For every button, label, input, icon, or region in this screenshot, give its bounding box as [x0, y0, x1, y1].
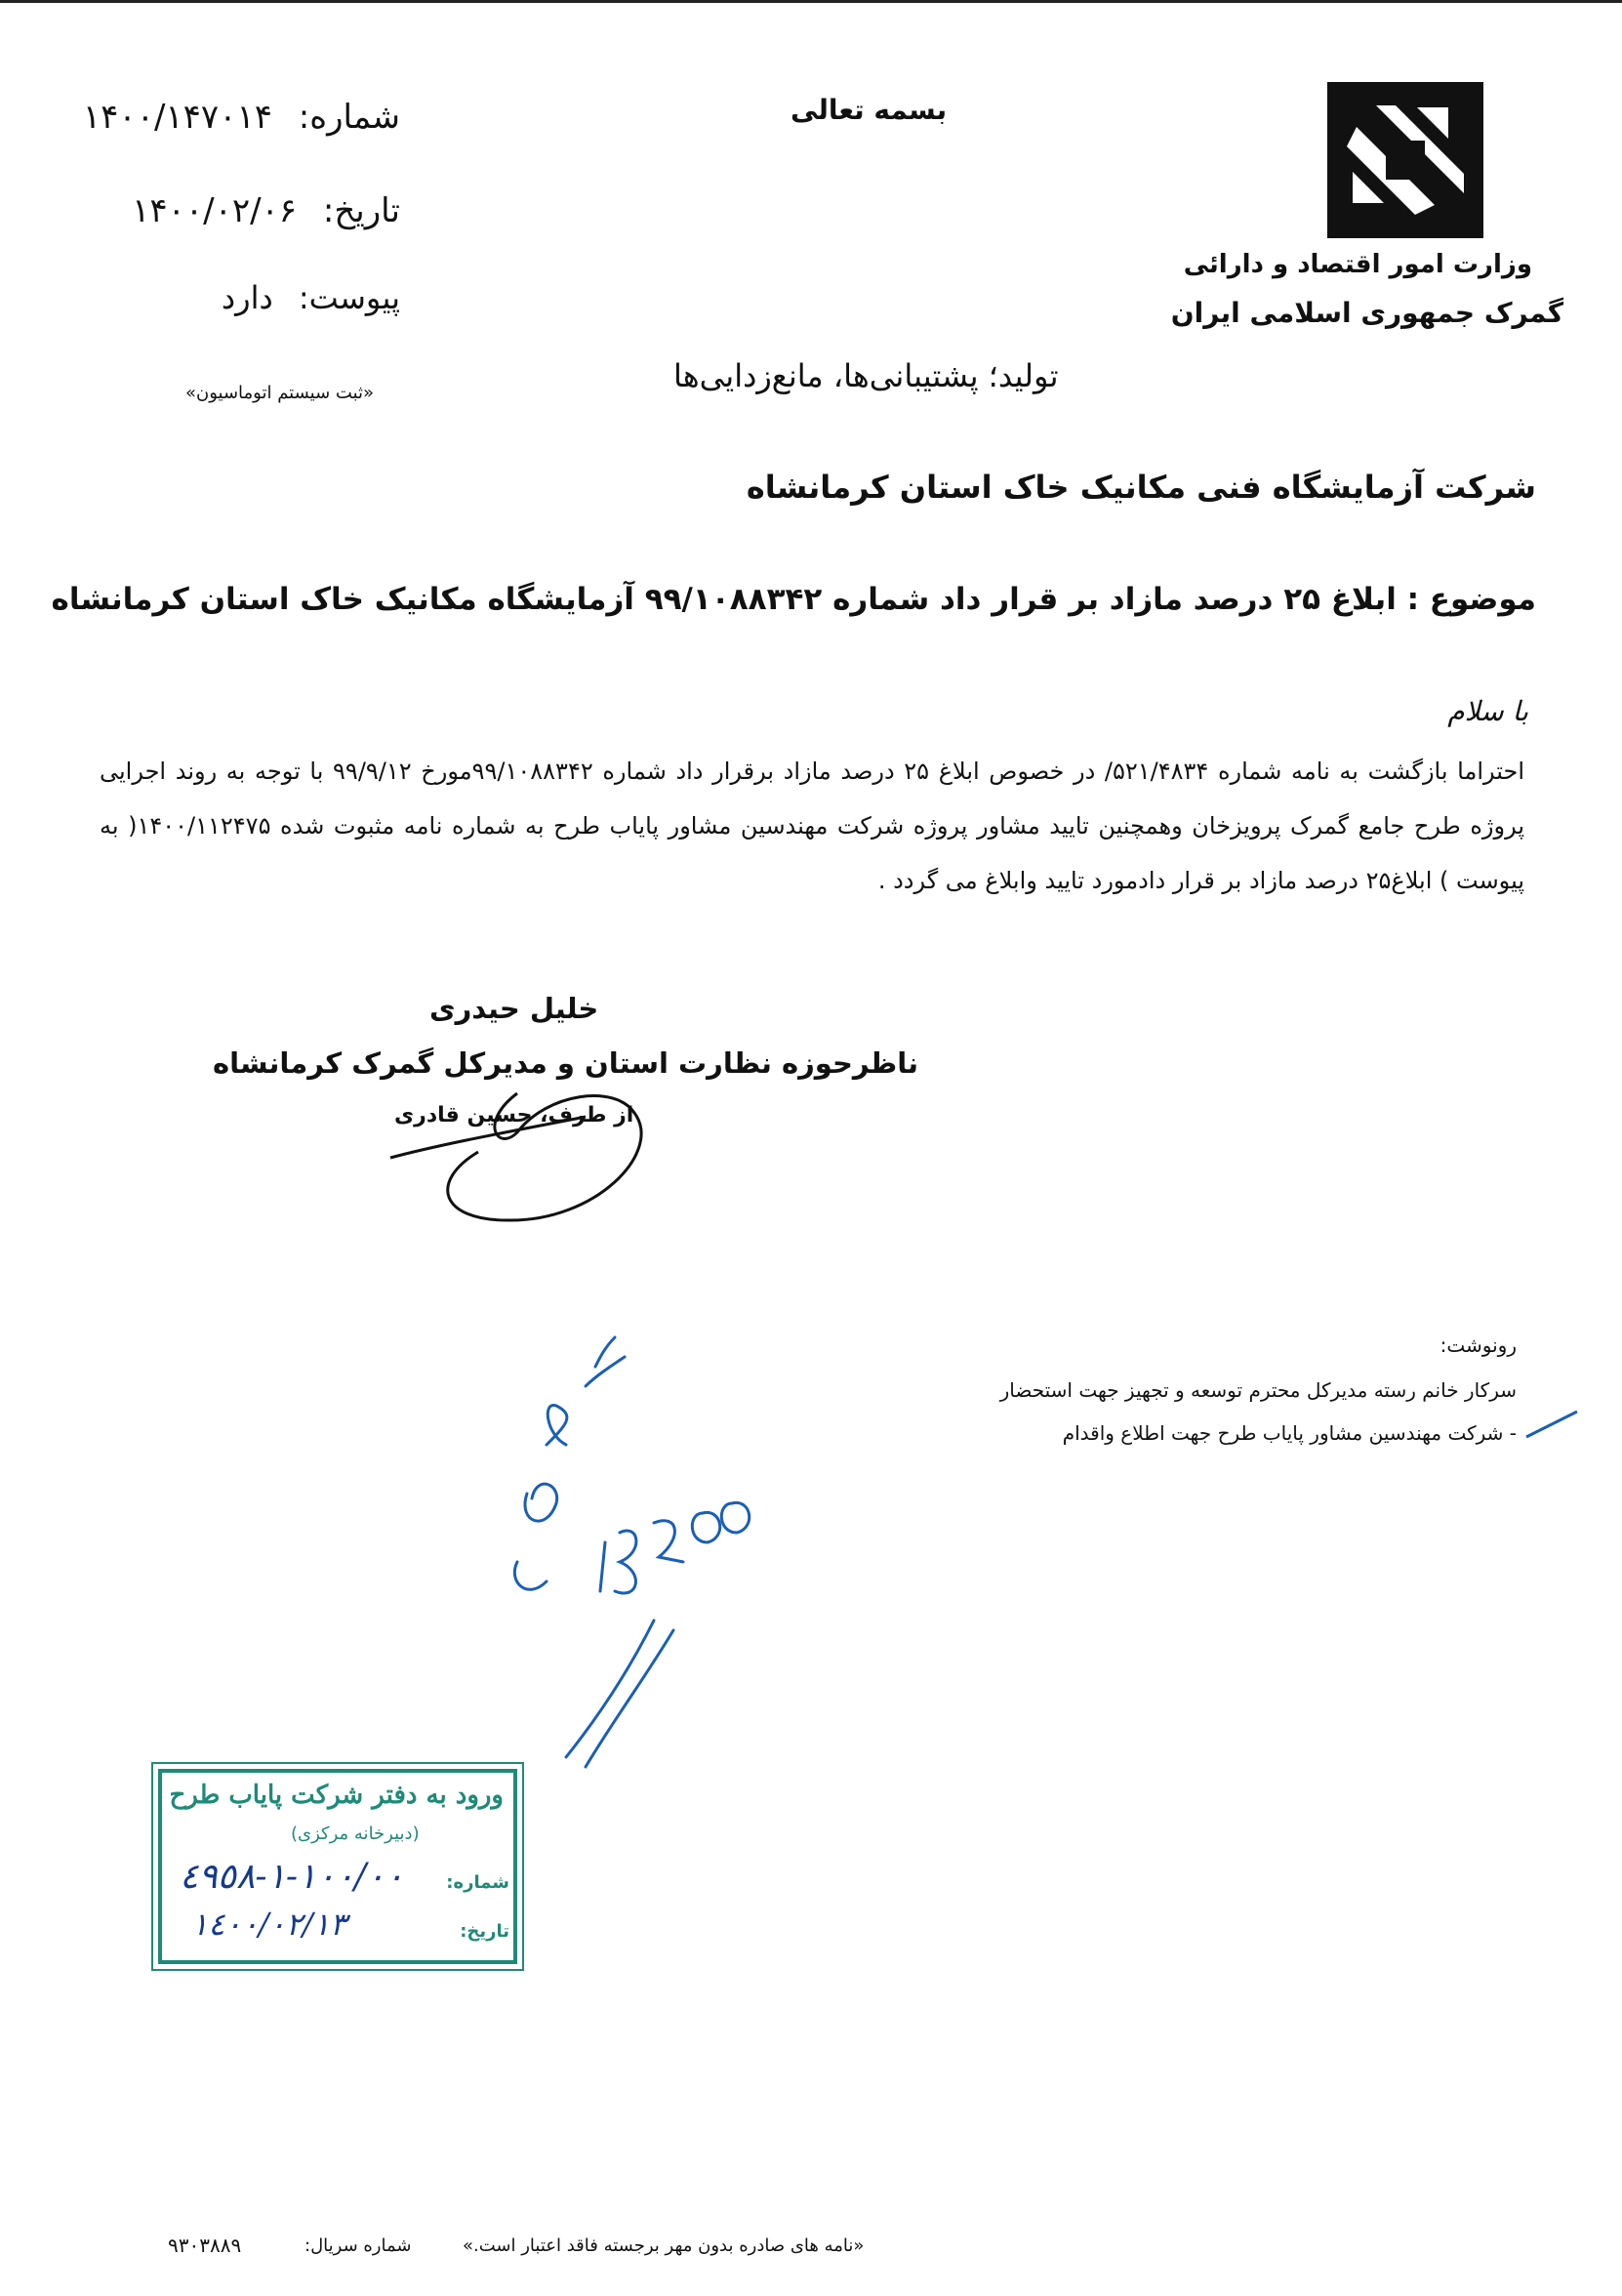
attachment-value: دارد: [221, 279, 273, 316]
pen-tick-mark: [1522, 1406, 1581, 1445]
organization-name: گمرک جمهوری اسلامی ایران: [1170, 297, 1563, 329]
stamp-date-label: تاریخ:: [460, 1921, 509, 1942]
stamp-number-label: شماره:: [446, 1872, 509, 1893]
letter-number-label: شماره:: [298, 98, 400, 137]
stamp-title: ورود به دفتر شرکت پایاب طرح: [169, 1781, 504, 1810]
attachment-label: پیوست:: [298, 279, 400, 316]
ministry-name: وزارت امور اقتصاد و دارائی: [1183, 250, 1532, 279]
stamp-number-value: ١٠٠/٠٠-١-٤٩٥٨: [180, 1857, 404, 1897]
letter-body: احتراما بازگشت به نامه شماره ۵۲۱/۴۸۳۴/ در خصوص ابلاغ ۲۵ درصد مازاد برقرار داد شماره ۹۹/۱۰۸۸۳۴۲مورخ ۹۹/۹/۱۲ با توجه به روند اجرایی پروژه طرح جامع گمرک پرویزخان وهمچنین تایید مشاور پروژه شرکت مهندسین مشاور پایاب طرح به شماره نامه مثبوت شده ۱۴۰۰/۱۱۲۴۷۵( به پیوست ) ابلاغ۲۵ درصد مازاد بر قرار دادمورد تایید وابلاغ می گردد .: [100, 758, 1525, 894]
copy-recipient-1: سرکار خانم رسته مدیرکل محترم توسعه و تجهیز جهت استحضار: [999, 1378, 1517, 1402]
signer-title: ناظرحوزه نظارت استان و مدیرکل گمرک کرمانشاه: [213, 1046, 919, 1080]
signer-on-behalf: از طرف، حسین قادری: [394, 1103, 634, 1128]
bismillah-heading: بسمه تعالی: [791, 94, 948, 126]
slogan-line: تولید؛ پشتیبانی‌ها، مانع‌زدایی‌ها: [673, 357, 1059, 394]
registered-note: «ثبت سیستم اتوماسیون»: [185, 383, 375, 403]
serial-value: ۹۳۰۳۸۸۹: [168, 2234, 242, 2257]
footer-validity-note: «نامه های صادره بدون مهر برجسته فاقد اعتبار است.»: [463, 2235, 865, 2256]
letter-number-row: [83, 98, 400, 137]
subject-line: موضوع : ابلاغ ۲۵ درصد مازاد بر قرار داد شماره ۹۹/۱۰۸۸۳۴۲ آزمایشگاه مکانیک خاک استان کرمانشاه: [51, 582, 1536, 617]
copies-label: رونوشت:: [1440, 1333, 1517, 1357]
scan-edge: [0, 0, 1622, 3]
handwritten-signature: [371, 1035, 664, 1230]
letter-number-value: ۱۴۰۰/۱۴۷۰۱۴: [82, 98, 272, 137]
letter-date-row: [132, 191, 400, 230]
stamp-date-value: ١٤٠٠/٠٢/١٣: [191, 1906, 347, 1943]
signer-name: خلیل حیدری: [429, 992, 599, 1025]
greeting: با سلام: [1447, 695, 1528, 727]
letter-date-label: تاریخ:: [322, 191, 400, 230]
serial-label: شماره سریال:: [304, 2235, 412, 2256]
letter-date-value: ۱۴۰۰/۰۲/۰۶: [132, 191, 298, 230]
handwritten-annotation: [488, 1328, 781, 1777]
incoming-stamp: [158, 1769, 517, 1964]
customs-logo: [1327, 82, 1483, 238]
stamp-subtitle: (دبیرخانه مرکزی): [291, 1824, 420, 1844]
recipient: شرکت آزمایشگاه فنی مکانیک خاک استان کرمانشاه: [746, 469, 1536, 506]
copy-recipient-2: - شرکت مهندسین مشاور پایاب طرح جهت اطلاع واقدام: [1062, 1421, 1517, 1445]
attachment-row: [222, 279, 400, 316]
